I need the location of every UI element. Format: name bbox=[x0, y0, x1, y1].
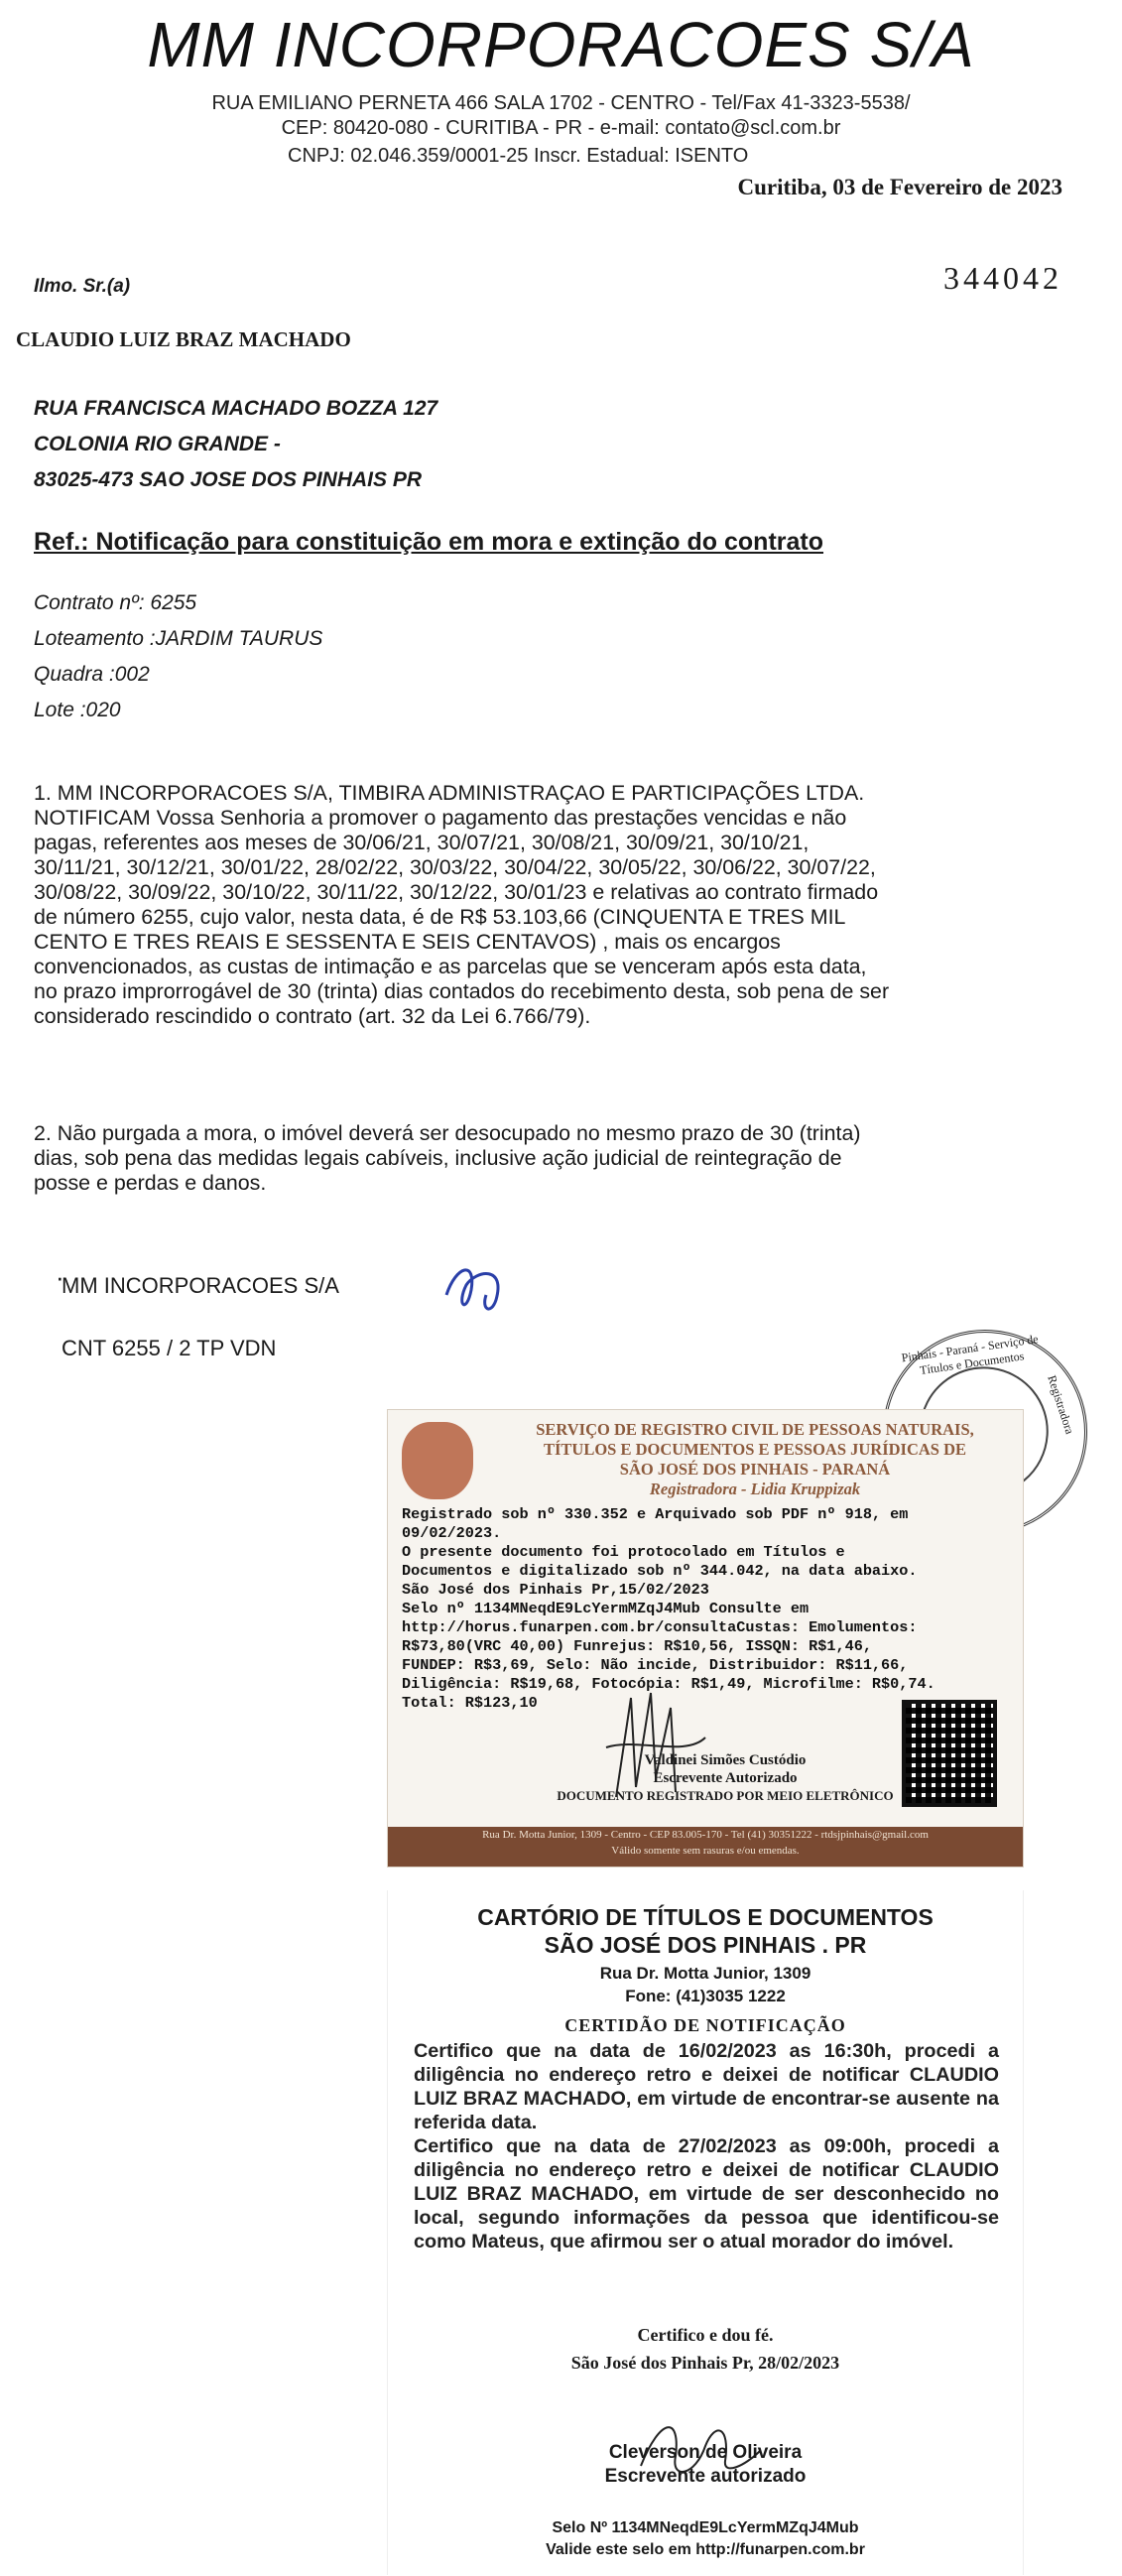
protocol-number: 344042 bbox=[943, 260, 1062, 296]
p1-line: pagas, referentes aos meses de 30/06/21, 30/07/21, 30/08/21, 30/09/21, 30/10/21, bbox=[34, 831, 810, 854]
stamp-text-line: O presente documento foi protocolado em Títulos e bbox=[402, 1543, 845, 1561]
registry-stamp bbox=[387, 1409, 1024, 1868]
company-name: MM INCORPORACOES S/A bbox=[147, 9, 975, 80]
p1-line: convencionados, as custas de intimação e as parcelas que se venceram após esta data, bbox=[34, 955, 867, 978]
seal-side-text: Registradora bbox=[1045, 1373, 1077, 1436]
paragraph-1 bbox=[34, 781, 1080, 1029]
stamp-electronic-note: DOCUMENTO REGISTRADO POR MEIO ELETRÔNICO bbox=[557, 1788, 894, 1803]
paragraph-2 bbox=[34, 1121, 1080, 1196]
recipient-name: CLAUDIO LUIZ BRAZ MACHADO bbox=[16, 327, 351, 351]
letter-date: Curitiba, 03 de Fevereiro de 2023 bbox=[737, 175, 1062, 199]
stamp-text-line: Diligência: R$19,68, Fotocópia: R$1,49, Microfilme: R$0,74. bbox=[402, 1675, 935, 1693]
notary-seal-number: Selo Nº 1134MNeqdE9LcYermMZqJ4Mub bbox=[552, 2519, 859, 2536]
stamp-footer-note: Válido somente sem rasuras e/ou emendas. bbox=[611, 1845, 800, 1857]
stamp-footer-address: Rua Dr. Motta Junior, 1309 - Centro - CEP 83.005-170 - Tel (41) 30351222 - rtdsjpinhais@gmail.com bbox=[482, 1829, 929, 1841]
signature-dot: · bbox=[56, 1262, 64, 1292]
stamp-text-line: Total: R$123,10 bbox=[402, 1694, 538, 1712]
coat-of-arms-icon bbox=[402, 1422, 473, 1499]
certificate-second-attempt: Certifico que na data de 27/02/2023 as 09:00h, procedi a diligência no endereço retro e deixei de notificar CLAUDIO LUIZ BRAZ MACHADO, em virtude de ser desconhecido no local, segundo informações da pessoa que identificou-se como Mateus, que afirmou ser o atual morador do imóvel. bbox=[414, 2135, 999, 2253]
stamp-header-line: TÍTULOS E DOCUMENTOS E PESSOAS JURÍDICAS DE bbox=[543, 1440, 967, 1459]
p2-line: 2. Não purgada a mora, o imóvel deverá ser desocupado no mesmo prazo de 30 (trinta) bbox=[34, 1121, 861, 1145]
contract-ref-code: CNT 6255 / 2 TP VDN bbox=[62, 1336, 277, 1360]
stamp-footer bbox=[388, 1827, 1023, 1867]
p1-line: CENTO E TRES REAIS E SESSENTA E SEIS CENTAVOS) , mais os encargos bbox=[34, 930, 781, 954]
p2-line: posse e perdas e danos. bbox=[34, 1171, 267, 1195]
certificate-first-attempt: Certifico que na data de 16/02/2023 as 16:30h, procedi a diligência no endereço retro e deixei de notificar CLAUDIO LUIZ BRAZ MACHADO, em virtude de encontrar-se ausente na referida data. bbox=[414, 2040, 999, 2133]
p1-line: de número 6255, cujo valor, nesta data, é de R$ 53.103,66 (CINQUENTA E TRES MIL bbox=[34, 905, 846, 929]
contract-number: Contrato nº: 6255 bbox=[34, 591, 197, 614]
notary-address: Rua Dr. Motta Junior, 1309 bbox=[599, 1964, 811, 1983]
company-registration: CNPJ: 02.046.359/0001-25 Inscr. Estadual: ISENTO bbox=[288, 145, 749, 167]
p1-line: considerado rescindido o contrato (art. 32 da Lei 6.766/79). bbox=[34, 1004, 591, 1028]
signature-company: MM INCORPORACOES S/A bbox=[62, 1273, 339, 1298]
company-contact: CEP: 80420-080 - CURITIBA - PR - e-mail: contato@scl.com.br bbox=[281, 117, 841, 139]
certificate-title: CERTIDÃO DE NOTIFICAÇÃO bbox=[564, 2015, 846, 2035]
recipient-district: COLONIA RIO GRANDE - bbox=[34, 433, 281, 455]
stamp-header-line: Registradora - Lidia Kruppizak bbox=[649, 1480, 861, 1498]
seal-ring-text: Pinhais - Paraná - Serviço de Títulos e Documentos bbox=[900, 1332, 1040, 1377]
notary-city: SÃO JOSÉ DOS PINHAIS . PR bbox=[544, 1932, 867, 1958]
registry-stamp-header bbox=[497, 1420, 1013, 1499]
p2-line: dias, sob pena das medidas legais cabíveis, inclusive ação judicial de reintegração de bbox=[34, 1146, 842, 1170]
p1-line: 30/11/21, 30/12/21, 30/01/22, 28/02/22, 30/03/22, 30/04/22, 30/05/22, 30/06/22, 30/07/22, bbox=[34, 855, 876, 879]
stamp-header-line: SERVIÇO DE REGISTRO CIVIL DE PESSOAS NATURAIS, bbox=[536, 1420, 974, 1439]
notary-validation-link: Valide este selo em http://funarpen.com.br bbox=[546, 2541, 865, 2558]
stamp-header-line: SÃO JOSÉ DOS PINHAIS - PARANÁ bbox=[619, 1460, 891, 1479]
signature-scribble bbox=[436, 1255, 526, 1325]
notary-title: CARTÓRIO DE TÍTULOS E DOCUMENTOS bbox=[477, 1904, 934, 1930]
p1-line: NOTIFICAM Vossa Senhoria a promover o pagamento das prestações vencidas e não bbox=[34, 806, 847, 830]
stamp-text-line: Selo nº 1134MNeqdE9LcYermMZqJ4Mub Consulte em bbox=[402, 1600, 810, 1617]
certificate-place-date: São José dos Pinhais Pr, 28/02/2023 bbox=[570, 2353, 840, 2373]
recipient-city: 83025-473 SAO JOSE DOS PINHAIS PR bbox=[34, 468, 422, 491]
stamp-signer-name: Valdinei Simões Custódio bbox=[644, 1752, 807, 1768]
stamp-text-line: http://horus.funarpen.com.br/consultaCustas: Emolumentos: bbox=[402, 1618, 918, 1636]
contract-lote: Lote :020 bbox=[34, 699, 121, 721]
certificate-closing: Certifico e dou fé. bbox=[637, 2325, 774, 2345]
stamp-signer-role: Escrevente Autorizado bbox=[653, 1770, 798, 1786]
p1-line: 1. MM INCORPORACOES S/A, TIMBIRA ADMINISTRAÇAO E PARTICIPAÇÕES LTDA. bbox=[34, 781, 865, 805]
p1-line: 30/08/22, 30/09/22, 30/10/22, 30/11/22, 30/12/22, 30/01/23 e relativas ao contrato firmado bbox=[34, 880, 879, 904]
stamp-text-line: R$73,80(VRC 40,00) Funrejus: R$10,56, ISSQN: R$1,46, bbox=[402, 1637, 872, 1655]
p1-line: no prazo improrrogável de 30 (trinta) dias contados do recebimento desta, sob pena de ser bbox=[34, 979, 890, 1003]
company-address: RUA EMILIANO PERNETA 466 SALA 1702 - CENTRO - Tel/Fax 41-3323-5538/ bbox=[211, 92, 911, 114]
notary-certificate bbox=[387, 1890, 1024, 2575]
reference-line: Ref.: Notificação para constituição em mora e extinção do contrato bbox=[34, 528, 824, 556]
stamp-text-line: 09/02/2023. bbox=[402, 1524, 502, 1542]
recipient-street: RUA FRANCISCA MACHADO BOZZA 127 bbox=[34, 397, 438, 420]
stamp-text-line: FUNDEP: R$3,69, Selo: Não incide, Distribuidor: R$11,66, bbox=[402, 1656, 909, 1674]
contract-loteamento: Loteamento :JARDIM TAURUS bbox=[34, 627, 323, 650]
salutation: Ilmo. Sr.(a) bbox=[34, 276, 131, 297]
contract-quadra: Quadra :002 bbox=[34, 663, 150, 686]
qr-code-icon bbox=[902, 1700, 997, 1807]
notary-signer: Cleverson de Oliveira bbox=[608, 2442, 803, 2463]
stamp-signer bbox=[557, 1751, 894, 1805]
stamp-text-line: São José dos Pinhais Pr,15/02/2023 bbox=[402, 1581, 709, 1599]
notary-phone: Fone: (41)3035 1222 bbox=[625, 1987, 786, 2005]
notary-signer-role: Escrevente autorizado bbox=[604, 2466, 807, 2487]
stamp-text-line: Registrado sob nº 330.352 e Arquivado sob PDF nº 918, em bbox=[402, 1505, 909, 1523]
stamp-text-line: Documentos e digitalizado sob nº 344.042, na data abaixo. bbox=[402, 1562, 918, 1580]
